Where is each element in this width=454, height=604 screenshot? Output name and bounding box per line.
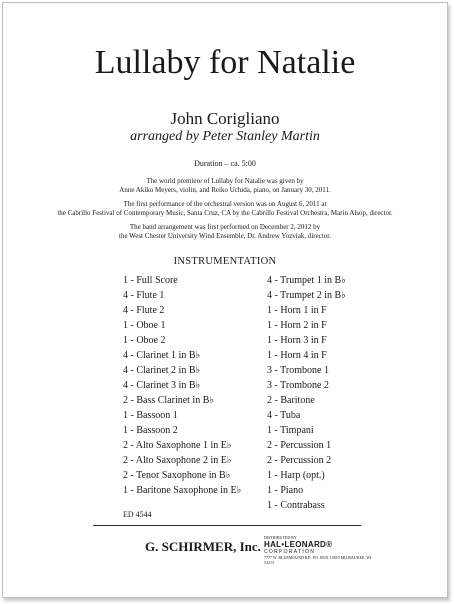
hal-leonard-corporation: CORPORATION bbox=[264, 549, 316, 555]
instrument-item: 1 - Timpani bbox=[267, 425, 314, 436]
instrument-item: 4 - Flute 2 bbox=[123, 305, 165, 316]
composer-name: John Corigliano bbox=[170, 109, 280, 128]
instrument-item: 1 - Horn 1 in F bbox=[267, 305, 327, 316]
instrument-item: 1 - Oboe 1 bbox=[123, 320, 166, 331]
instrument-item: 1 - Horn 2 in F bbox=[267, 320, 327, 331]
premiere-notes bbox=[3, 177, 447, 246]
instrument-item: 1 - Contrabass bbox=[267, 500, 325, 511]
instrument-item: 1 - Horn 3 in F bbox=[267, 335, 327, 346]
publisher-name: G. SCHIRMER, Inc. bbox=[145, 539, 261, 554]
score-cover-page bbox=[2, 2, 448, 598]
instrument-item: 2 - Bass Clarinet in B♭ bbox=[123, 395, 215, 406]
edition-number: ED 4544 bbox=[123, 510, 152, 519]
hal-leonard-logo bbox=[264, 535, 379, 565]
instrument-item: 1 - Bassoon 2 bbox=[123, 425, 178, 436]
instrumentation-list-right bbox=[267, 273, 346, 513]
instrument-item: 1 - Harp (opt.) bbox=[267, 470, 325, 481]
arranger-credit: arranged by Peter Stanley Martin bbox=[130, 129, 320, 144]
footer-divider bbox=[93, 525, 361, 526]
note-line: Anne Akiko Meyers, violin, and Reiko Uchida, piano, on January 30, 2011. bbox=[119, 186, 331, 194]
instrument-item: 4 - Flute 1 bbox=[123, 290, 165, 301]
instrument-item: 2 - Percussion 1 bbox=[267, 440, 332, 451]
instrument-item: 3 - Trombone 1 bbox=[267, 365, 329, 376]
instrument-item: 2 - Alto Saxophone 1 in E♭ bbox=[123, 440, 232, 451]
instrument-item: 4 - Clarinet 1 in B♭ bbox=[123, 350, 201, 361]
hal-leonard-brand: HAL•LEONARD® bbox=[264, 540, 333, 549]
note-line: the Cabrillo Festival of Contemporary Music, Santa Cruz, CA by the Cabrillo Festival Orchestra, Marin Alsop, director. bbox=[57, 209, 393, 217]
instrument-item: 3 - Trombone 2 bbox=[267, 380, 329, 391]
instrument-item: 1 - Baritone Saxophone in E♭ bbox=[123, 485, 242, 496]
premiere-note-1 bbox=[3, 177, 447, 195]
distributed-by-label: DISTRIBUTED BY bbox=[264, 535, 297, 540]
instrument-item: 4 - Clarinet 3 in B♭ bbox=[123, 380, 201, 391]
instrument-item: 1 - Oboe 2 bbox=[123, 335, 166, 346]
instrument-item: 4 - Trumpet 1 in B♭ bbox=[267, 275, 346, 286]
instrument-item: 2 - Baritone bbox=[267, 395, 315, 406]
instrument-item: 4 - Tuba bbox=[267, 410, 301, 421]
instrument-item: 1 - Bassoon 1 bbox=[123, 410, 178, 421]
instrument-item: 4 - Trumpet 2 in B♭ bbox=[267, 290, 346, 301]
piece-title: Lullaby for Natalie bbox=[94, 44, 356, 81]
instrument-item: 2 - Percussion 2 bbox=[267, 455, 332, 466]
instrument-item: 1 - Piano bbox=[267, 485, 304, 496]
instrument-item: 1 - Full Score bbox=[123, 275, 178, 286]
note-line: The world premiere of Lullaby for Natalie was given by bbox=[146, 177, 304, 185]
premiere-note-2 bbox=[3, 200, 447, 218]
duration-text: Duration – ca. 5:00 bbox=[194, 159, 256, 168]
instrument-item: 2 - Tenor Saxophone in B♭ bbox=[123, 470, 231, 481]
instrument-item: 4 - Clarinet 2 in B♭ bbox=[123, 365, 201, 376]
note-line: the West Chester University Wind Ensemble, Dr. Andrew Yozviak, director. bbox=[119, 232, 331, 240]
note-line: The band arrangement was first performed on December 2, 2012 by bbox=[129, 223, 321, 231]
instrumentation-list-left bbox=[123, 273, 241, 498]
premiere-note-3 bbox=[3, 223, 447, 241]
distributor-address: 7777 W. BLUEMOUND RD. P.O. BOX 13819 MILWAUKEE, WI 53213 bbox=[264, 555, 372, 565]
note-line: The first performance of the orchestral version was on August 6, 2011 at bbox=[123, 200, 327, 208]
instrument-item: 2 - Alto Saxophone 2 in E♭ bbox=[123, 455, 232, 466]
instrumentation-heading: INSTRUMENTATION bbox=[173, 256, 277, 267]
instrument-item: 1 - Horn 4 in F bbox=[267, 350, 327, 361]
